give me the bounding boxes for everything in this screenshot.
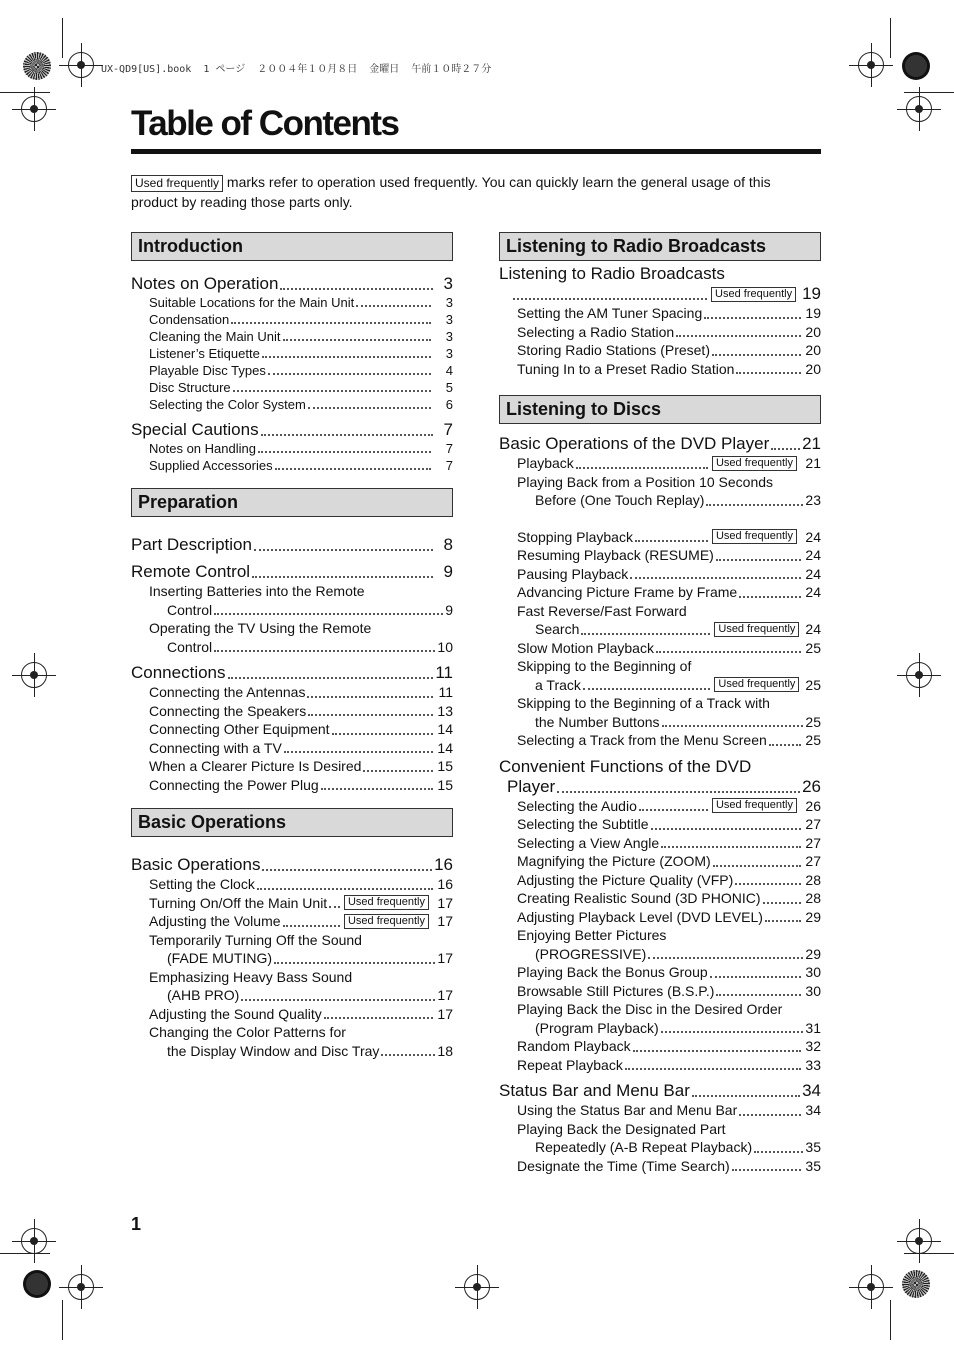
registration-crosshair-icon	[464, 1274, 490, 1300]
toc-entry[interactable]	[131, 638, 453, 657]
toc-entry[interactable]	[131, 535, 453, 555]
toc-entry-page: 16	[437, 876, 453, 892]
toc-entry-page: 3	[445, 346, 453, 361]
registration-crosshair-icon	[858, 1274, 884, 1300]
toc-entry[interactable]	[499, 871, 821, 890]
toc-entry-label: Advancing Picture Frame by Frame	[517, 584, 738, 600]
toc-entry-label: Turning On/Off the Main Unit	[149, 894, 328, 911]
toc-entry-label[interactable]: Skipping to the Beginning of a Track with	[517, 695, 770, 711]
toc-entry[interactable]	[499, 454, 821, 473]
toc-entry[interactable]	[499, 815, 821, 834]
used-frequently-badge: Used frequently	[131, 175, 223, 192]
toc-entry-label: Selecting a View Angle	[517, 834, 660, 851]
toc-entry-label: Random Playback	[517, 1038, 631, 1054]
toc-entry-page: 29	[805, 945, 821, 962]
registration-crosshair-icon	[68, 1274, 94, 1300]
toc-entry-page: 28	[805, 871, 821, 888]
used-frequently-badge: Used frequently	[714, 677, 799, 692]
toc-entry-page: 25	[805, 639, 821, 656]
toc-entry-page: 19	[805, 305, 821, 321]
registration-disc-icon	[902, 1270, 930, 1298]
toc-entry-label: Pausing Playback	[517, 565, 629, 582]
toc-entry-page: 10	[437, 638, 453, 655]
toc-entry-page: 29	[805, 908, 821, 925]
toc-entry-page: 3	[445, 295, 453, 310]
toc-entry-label[interactable]: Listening to Radio Broadcasts	[499, 264, 725, 283]
toc-entry-label: Magnifying the Picture (ZOOM)	[517, 853, 711, 869]
toc-entry[interactable]	[499, 528, 821, 547]
used-frequently-badge: Used frequently	[711, 287, 796, 302]
toc-entry[interactable]	[499, 284, 821, 304]
toc-entry[interactable]	[499, 963, 821, 982]
toc-entry-page: 27	[805, 816, 821, 832]
toc-entry-label: Selecting a Track from the Menu Screen	[517, 732, 767, 748]
toc-entry-label: the Display Window and Disc Tray	[167, 1042, 380, 1059]
registration-crosshair-icon	[21, 96, 47, 122]
toc-entry-label: (AHB PRO)	[167, 987, 240, 1003]
section-heading-preparation: Preparation	[131, 488, 453, 517]
toc-entry-page: 3	[443, 274, 453, 293]
toc-entry-label: Search	[535, 621, 580, 637]
toc-entry-page: 26	[805, 797, 821, 814]
toc-entry-label: the Number Buttons	[535, 713, 660, 730]
toc-entry-label: (PROGRESSIVE)	[535, 945, 647, 962]
toc-entry-page: 7	[445, 441, 453, 456]
toc-entry[interactable]	[499, 1037, 821, 1056]
toc-entry-label: Status Bar and Menu Bar	[499, 1081, 690, 1100]
toc-entry-label: Playable Disc Types	[149, 363, 266, 378]
left-column	[131, 232, 453, 1060]
toc-entry-page: 31	[805, 1019, 821, 1036]
toc-entry[interactable]	[131, 894, 453, 913]
crop-mark	[0, 92, 50, 93]
toc-entry-page: 30	[805, 982, 821, 999]
toc-entry[interactable]	[131, 440, 453, 457]
toc-entry-page: 34	[805, 1102, 821, 1118]
toc-entry-page: 23	[805, 492, 821, 508]
toc-entry-label: (Program Playback)	[535, 1019, 659, 1036]
toc-entry[interactable]	[499, 834, 821, 853]
toc-entry[interactable]	[131, 702, 453, 721]
crop-mark	[904, 92, 954, 93]
toc-entry[interactable]	[131, 457, 453, 474]
registration-disc-icon	[23, 52, 51, 80]
toc-entry[interactable]	[499, 982, 821, 1001]
toc-entry[interactable]	[499, 304, 821, 323]
toc-entry-label: Playing Back the Bonus Group	[517, 964, 708, 980]
toc-entry-label: Browsable Still Pictures (B.S.P.)	[517, 982, 715, 999]
toc-entry-page: 6	[445, 397, 453, 412]
toc-entry[interactable]	[499, 852, 821, 871]
toc-entry-label: Part Description	[131, 535, 252, 554]
toc-entry-page: 11	[438, 684, 453, 700]
toc-entry-page: 14	[437, 721, 453, 737]
used-frequently-badge: Used frequently	[344, 914, 429, 929]
toc-entry-page: 17	[437, 894, 453, 911]
toc-entry-label: Player	[507, 776, 556, 796]
toc-entry[interactable]	[499, 731, 821, 750]
crop-mark	[890, 18, 891, 58]
toc-entry-label[interactable]: Fast Reverse/Fast Forward	[517, 602, 687, 619]
crop-mark	[62, 18, 63, 58]
registration-crosshair-icon	[21, 662, 47, 688]
toc-entry[interactable]	[499, 1019, 821, 1038]
print-header: UX-QD9[US].book 1 ページ ２００４年１０月８日 金曜日 午前１０時２７分	[101, 64, 492, 75]
toc-entry-page: 32	[805, 1038, 821, 1054]
toc-entry-label[interactable]: Emphasizing Heavy Bass Sound	[149, 968, 353, 985]
toc-entry[interactable]	[499, 341, 821, 360]
toc-entry-page: 17	[437, 1005, 453, 1022]
toc-entry-label: Setting the AM Tuner Spacing	[517, 305, 703, 321]
toc-entry[interactable]	[499, 546, 821, 565]
toc-entry[interactable]	[131, 986, 453, 1005]
crop-mark	[890, 1300, 891, 1340]
toc-entry-page: 11	[435, 663, 453, 682]
toc-entry-page: 7	[443, 420, 453, 439]
page-number: 1	[131, 1214, 142, 1234]
section-heading-introduction: Introduction	[131, 232, 453, 261]
toc-entry-page: 7	[445, 458, 453, 473]
toc-entry-label: Storing Radio Stations (Preset)	[517, 342, 710, 358]
toc-entry-page: 3	[445, 329, 453, 344]
toc-entry-label: Adjusting Playback Level (DVD LEVEL)	[517, 908, 763, 925]
toc-entry-page: 17	[437, 987, 453, 1003]
toc-entry[interactable]	[131, 1042, 453, 1061]
registration-crosshair-icon	[906, 662, 932, 688]
toc-entry[interactable]	[131, 274, 453, 294]
toc-entry-label: When a Clearer Picture Is Desired	[149, 758, 362, 774]
toc-entry[interactable]	[131, 875, 453, 894]
toc-entry-label: Cleaning the Main Unit	[149, 329, 281, 344]
toc-entry-label[interactable]: Inserting Batteries into the Remote	[149, 583, 365, 599]
registration-crosshair-icon	[906, 96, 932, 122]
toc-entry-label: Tuning In to a Preset Radio Station	[517, 360, 735, 377]
intro-text: marks refer to operation used frequently. You can quickly learn the general usage of this product by reading those parts only.	[131, 174, 771, 210]
toc-entry-label[interactable]: Playing Back from a Position 10 Seconds	[517, 473, 774, 490]
toc-entry-label: Connecting the Antennas	[149, 684, 306, 700]
toc-entry-label: Control	[167, 601, 213, 618]
toc-entry-page: 17	[437, 950, 453, 966]
toc-entry-page: 16	[434, 855, 453, 874]
toc-entry-page: 21	[805, 455, 821, 471]
toc-entry[interactable]	[131, 311, 453, 328]
toc-entry-label: Basic Operations	[131, 855, 261, 874]
registration-disc-icon	[23, 1270, 51, 1298]
toc-entry-page: 4	[445, 363, 453, 378]
toc-entry-page: 26	[802, 776, 821, 796]
used-frequently-badge: Used frequently	[712, 456, 797, 471]
toc-entry-label: Designate the Time (Time Search)	[517, 1157, 730, 1174]
toc-entry-label: Connections	[131, 663, 226, 682]
toc-entry-label: Supplied Accessories	[149, 458, 273, 473]
toc-entry-page: 18	[437, 1042, 453, 1059]
toc-entry-page: 20	[805, 360, 821, 377]
toc-entry-page: 21	[802, 434, 821, 453]
toc-entry-page: 13	[437, 702, 453, 719]
toc-entry-page: 25	[805, 713, 821, 730]
toc-entry[interactable]	[499, 908, 821, 927]
toc-entry-label[interactable]: Convenient Functions of the DVD	[499, 756, 752, 776]
toc-entry[interactable]	[131, 379, 453, 396]
toc-entry-label[interactable]: Changing the Color Patterns for	[149, 1024, 346, 1040]
toc-entry-label[interactable]: Skipping to the Beginning of	[517, 658, 692, 674]
toc-entry[interactable]	[499, 360, 821, 379]
toc-entry-page: 14	[437, 739, 453, 756]
toc-entry[interactable]	[499, 639, 821, 658]
toc-entry-page: 20	[805, 342, 821, 358]
registration-crosshair-icon	[906, 1228, 932, 1254]
page-title: Table of Contents	[131, 104, 399, 143]
toc-entry-label: Notes on Operation	[131, 274, 279, 293]
registration-disc-icon	[902, 52, 930, 80]
toc-entry-page: 27	[805, 853, 821, 869]
toc-entry-page: 24	[805, 547, 821, 563]
toc-entry[interactable]	[131, 420, 453, 440]
toc-entry-label: (FADE MUTING)	[167, 950, 272, 966]
toc-entry[interactable]	[131, 362, 453, 379]
toc-entry[interactable]	[131, 601, 453, 620]
toc-entry-label: Resuming Playback (RESUME)	[517, 547, 714, 563]
toc-entry[interactable]	[499, 323, 821, 342]
toc-entry[interactable]	[131, 1005, 453, 1024]
toc-entry[interactable]	[131, 663, 453, 683]
toc-entry[interactable]	[499, 491, 821, 510]
toc-entry-label: Connecting the Power Plug	[149, 776, 319, 793]
toc-entry-page: 25	[805, 676, 821, 693]
crop-mark	[0, 1253, 50, 1254]
toc-entry-page: 24	[805, 584, 821, 600]
toc-entry-label: Condensation	[149, 312, 230, 327]
toc-entry[interactable]	[499, 777, 821, 797]
toc-entry[interactable]	[131, 720, 453, 739]
toc-entry-page: 30	[805, 964, 821, 980]
toc-entry-label: Notes on Handling	[149, 441, 256, 456]
toc-entry[interactable]	[499, 1138, 821, 1157]
toc-entry-page: 27	[805, 834, 821, 851]
toc-entry-label: Connecting Other Equipment	[149, 721, 330, 737]
toc-entry[interactable]	[499, 1157, 821, 1176]
toc-entry-label[interactable]: Operating the TV Using the Remote	[149, 620, 372, 636]
toc-entry[interactable]	[499, 713, 821, 732]
toc-entry-label[interactable]: Playing Back the Designated Part	[517, 1120, 726, 1137]
toc-entry-label: Creating Realistic Sound (3D PHONIC)	[517, 890, 761, 906]
toc-entry[interactable]	[499, 1056, 821, 1075]
toc-entry-label: Slow Motion Playback	[517, 639, 654, 656]
toc-entry[interactable]	[499, 676, 821, 695]
toc-entry-page: 34	[802, 1081, 821, 1100]
toc-entry-label: Stopping Playback	[517, 528, 633, 545]
toc-entry-label: Control	[167, 638, 213, 655]
toc-entry[interactable]	[499, 797, 821, 816]
intro-note	[131, 172, 821, 212]
toc-entry-label: Connecting with a TV	[149, 739, 282, 756]
toc-entry[interactable]	[131, 855, 453, 875]
toc-entry-page: 5	[445, 380, 453, 395]
toc-entry-label: Before (One Touch Replay)	[535, 492, 705, 508]
toc-entry-label[interactable]: Temporarily Turning Off the Sound	[149, 931, 362, 948]
toc-entry-page: 3	[445, 312, 453, 327]
toc-entry-label: Listener’s Etiquette	[149, 346, 260, 361]
toc-entry-label: Selecting the Subtitle	[517, 816, 649, 832]
section-heading-discs: Listening to Discs	[499, 395, 821, 424]
toc-entry[interactable]	[131, 776, 453, 795]
toc-entry-label[interactable]: Enjoying Better Pictures	[517, 927, 667, 943]
toc-entry-page: 20	[805, 323, 821, 340]
toc-entry-page: 17	[437, 913, 453, 929]
toc-entry-label: Suitable Locations for the Main Unit	[149, 295, 355, 310]
toc-entry-label: Selecting the Color System	[149, 397, 306, 412]
toc-entry-label: Playback	[517, 455, 574, 471]
toc-entry[interactable]	[499, 434, 821, 454]
toc-entry[interactable]	[131, 949, 453, 968]
right-column	[499, 232, 821, 1175]
toc-entry[interactable]	[131, 739, 453, 758]
title-rule	[131, 149, 821, 154]
toc-entry-page: 15	[437, 758, 453, 774]
toc-entry[interactable]	[131, 294, 453, 311]
toc-entry-label: Using the Status Bar and Menu Bar	[517, 1102, 738, 1118]
toc-entry-page: 24	[805, 528, 821, 545]
section-heading-basic-operations: Basic Operations	[131, 808, 453, 837]
toc-entry-label: Setting the Clock	[149, 876, 255, 892]
toc-entry-label: Adjusting the Volume	[149, 913, 281, 929]
used-frequently-badge: Used frequently	[712, 798, 797, 813]
toc-entry-label: Repeat Playback	[517, 1056, 623, 1073]
toc-entry-page: 28	[805, 890, 821, 906]
toc-entry-page: 9	[443, 562, 453, 581]
toc-entry-label: Disc Structure	[149, 380, 231, 395]
toc-entry-label: Remote Control	[131, 562, 251, 581]
toc-entry-label: Basic Operations of the DVD Player	[499, 434, 770, 453]
toc-entry-page: 9	[445, 601, 453, 618]
crop-mark	[62, 1300, 63, 1340]
toc-entry[interactable]	[131, 328, 453, 345]
toc-entry-page: 25	[805, 732, 821, 748]
toc-entry-page: 33	[805, 1056, 821, 1073]
toc-entry[interactable]	[499, 889, 821, 908]
toc-entry-page: 15	[437, 776, 453, 793]
toc-entry-page: 35	[805, 1157, 821, 1174]
toc-entry-label: Connecting the Speakers	[149, 702, 307, 719]
toc-entry-page: 35	[805, 1139, 821, 1155]
toc-entry-page: 24	[805, 621, 821, 637]
toc-entry[interactable]	[499, 1081, 821, 1101]
used-frequently-badge: Used frequently	[714, 622, 799, 637]
toc-entry-page: 19	[802, 284, 821, 303]
toc-entry[interactable]	[499, 945, 821, 964]
registration-crosshair-icon	[21, 1228, 47, 1254]
toc-entry[interactable]	[131, 683, 453, 702]
registration-crosshair-icon	[68, 52, 94, 78]
toc-entry[interactable]	[131, 345, 453, 362]
toc-entry[interactable]	[499, 565, 821, 584]
used-frequently-badge: Used frequently	[712, 529, 797, 544]
registration-crosshair-icon	[858, 52, 884, 78]
toc-entry[interactable]	[131, 562, 453, 582]
toc-entry[interactable]	[131, 396, 453, 413]
toc-entry-label: Adjusting the Sound Quality	[149, 1005, 322, 1022]
toc-entry-label: Adjusting the Picture Quality (VFP)	[517, 871, 734, 888]
toc-entry-label: a Track	[535, 676, 581, 693]
section-heading-radio: Listening to Radio Broadcasts	[499, 232, 821, 261]
toc-entry[interactable]	[499, 620, 821, 639]
toc-entry[interactable]	[131, 757, 453, 776]
toc-entry[interactable]	[499, 583, 821, 602]
toc-entry-page: 8	[443, 535, 453, 554]
toc-entry-label: Repeatedly (A-B Repeat Playback)	[535, 1139, 753, 1155]
toc-entry[interactable]	[499, 1101, 821, 1120]
toc-entry-page: 24	[805, 565, 821, 582]
toc-entry-label: Selecting a Radio Station	[517, 323, 675, 340]
toc-entry-label: Selecting the Audio	[517, 797, 637, 814]
used-frequently-badge: Used frequently	[344, 895, 429, 910]
crop-mark	[904, 1253, 954, 1254]
toc-entry-label: Special Cautions	[131, 420, 259, 439]
toc-entry-label[interactable]: Playing Back the Disc in the Desired Order	[517, 1001, 783, 1017]
toc-entry[interactable]	[131, 912, 453, 931]
